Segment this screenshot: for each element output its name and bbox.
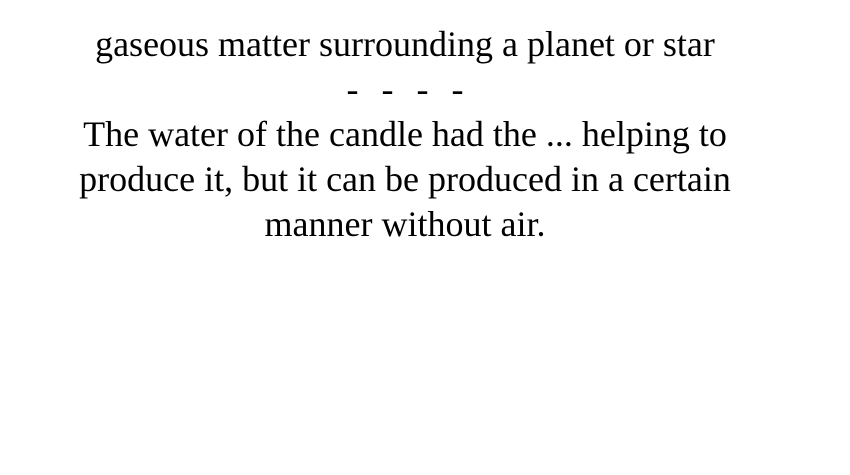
separator: - - - - [346, 69, 471, 109]
example-line-2: produce it, but it can be produced in a certain [79, 159, 731, 199]
flashcard-text [0, 22, 810, 247]
example-line-3: manner without air. [264, 204, 546, 244]
definition-text: gaseous matter surrounding a planet or star [95, 24, 715, 64]
example-line-1: The water of the candle had the ... helping to [83, 114, 727, 154]
